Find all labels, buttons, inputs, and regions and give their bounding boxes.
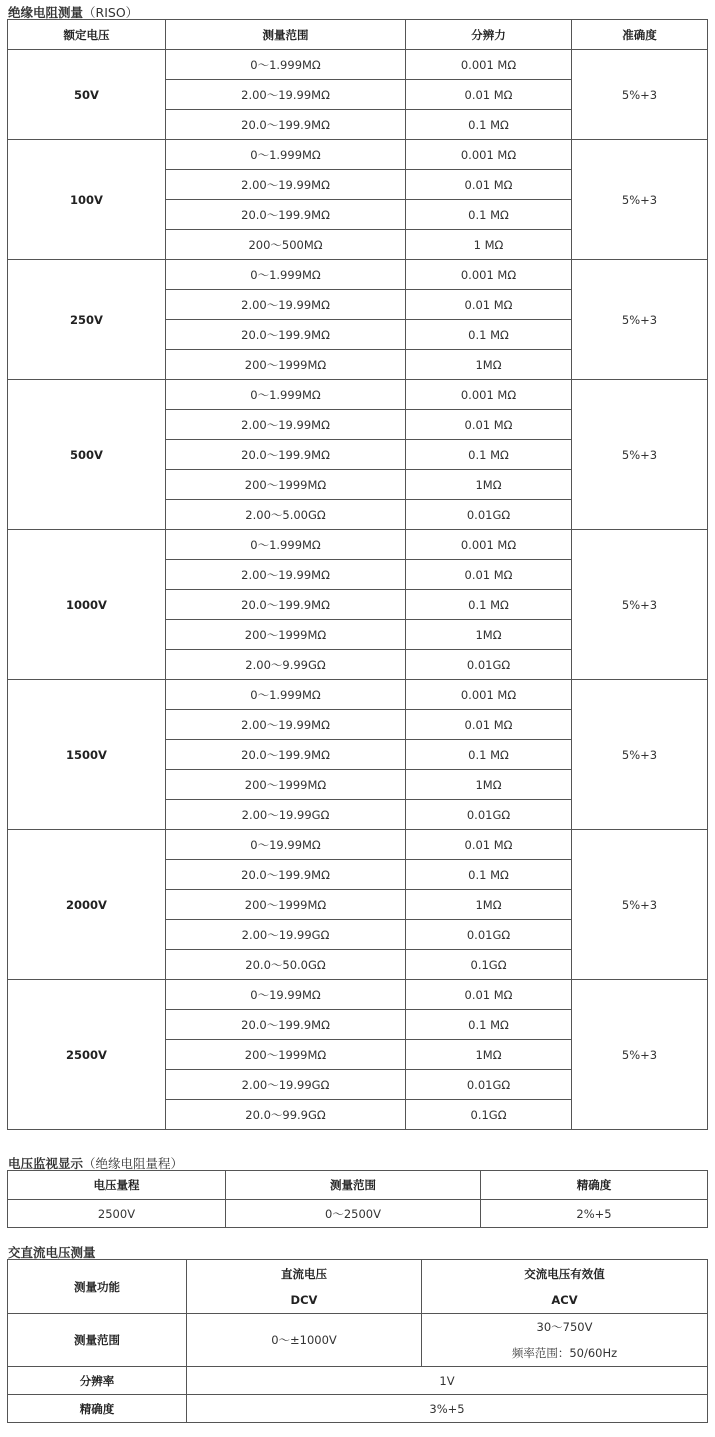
riso-header-range: 测量范围 xyxy=(166,20,406,50)
resolution-cell: 0.01 MΩ xyxy=(406,980,572,1010)
range-cell: 200～1999MΩ xyxy=(166,890,406,920)
range-cell: 2.00～9.99GΩ xyxy=(166,650,406,680)
monitor-accuracy: 2%+5 xyxy=(481,1200,708,1228)
range-cell: 0～1.999MΩ xyxy=(166,140,406,170)
range-cell: 20.0～99.9GΩ xyxy=(166,1100,406,1130)
ac-frequency-range: 频率范围：50/60Hz xyxy=(511,1346,618,1360)
acdc-accuracy-label: 精确度 xyxy=(8,1395,187,1423)
accuracy-cell: 5%+3 xyxy=(572,380,708,530)
riso-row xyxy=(8,380,708,410)
range-cell: 0～1.999MΩ xyxy=(166,380,406,410)
range-cell: 20.0～50.0GΩ xyxy=(166,950,406,980)
riso-header-voltage: 额定电压 xyxy=(8,20,166,50)
dc-header-name: 直流电压 xyxy=(281,1266,327,1281)
resolution-cell: 0.001 MΩ xyxy=(406,50,572,80)
resolution-cell: 0.01 MΩ xyxy=(406,290,572,320)
riso-row xyxy=(8,140,708,170)
range-cell: 2.00～19.99MΩ xyxy=(166,710,406,740)
resolution-cell: 0.001 MΩ xyxy=(406,680,572,710)
rated-voltage-cell: 500V xyxy=(8,380,166,530)
resolution-cell: 0.01 MΩ xyxy=(406,170,572,200)
acdc-accuracy-row xyxy=(8,1395,708,1423)
range-cell: 2.00～19.99GΩ xyxy=(166,920,406,950)
riso-header-accuracy: 准确度 xyxy=(572,20,708,50)
range-cell: 0～1.999MΩ xyxy=(166,680,406,710)
resolution-cell: 0.01 MΩ xyxy=(406,410,572,440)
resolution-cell: 0.1 MΩ xyxy=(406,440,572,470)
riso-title-paren: （RISO） xyxy=(83,5,139,20)
acdc-accuracy-value: 3%+5 xyxy=(187,1395,708,1423)
acdc-dc-range: 0～±1000V xyxy=(187,1314,422,1367)
acdc-range-label: 测量范围 xyxy=(8,1314,187,1367)
riso-row xyxy=(8,830,708,860)
resolution-cell: 1MΩ xyxy=(406,620,572,650)
acdc-title: 交直流电压测量 xyxy=(8,1245,96,1260)
riso-header-row xyxy=(8,20,708,50)
resolution-cell: 0.1 MΩ xyxy=(406,590,572,620)
resolution-cell: 1 MΩ xyxy=(406,230,572,260)
range-cell: 200～500MΩ xyxy=(166,230,406,260)
resolution-cell: 0.01GΩ xyxy=(406,800,572,830)
acdc-range-row xyxy=(8,1314,708,1367)
accuracy-cell: 5%+3 xyxy=(572,50,708,140)
accuracy-cell: 5%+3 xyxy=(572,260,708,380)
resolution-cell: 0.01 MΩ xyxy=(406,710,572,740)
riso-row xyxy=(8,680,708,710)
acdc-resolution-row xyxy=(8,1367,708,1395)
range-cell: 2.00～19.99MΩ xyxy=(166,170,406,200)
range-cell: 200～1999MΩ xyxy=(166,350,406,380)
monitor-title: 电压监视显示 xyxy=(8,1156,84,1171)
range-cell: 0～19.99MΩ xyxy=(166,830,406,860)
resolution-cell: 0.1 MΩ xyxy=(406,110,572,140)
resolution-cell: 0.001 MΩ xyxy=(406,380,572,410)
accuracy-cell: 5%+3 xyxy=(572,830,708,980)
range-cell: 20.0～199.9MΩ xyxy=(166,440,406,470)
monitor-title-paren: （绝缘电阻量程） xyxy=(83,1156,184,1171)
accuracy-cell: 5%+3 xyxy=(572,140,708,260)
resolution-cell: 0.01GΩ xyxy=(406,500,572,530)
resolution-cell: 0.1 MΩ xyxy=(406,740,572,770)
range-cell: 20.0～199.9MΩ xyxy=(166,740,406,770)
resolution-cell: 0.1GΩ xyxy=(406,1100,572,1130)
resolution-cell: 0.001 MΩ xyxy=(406,140,572,170)
ac-header-code: ACV xyxy=(551,1292,578,1307)
range-cell: 2.00～19.99MΩ xyxy=(166,560,406,590)
resolution-cell: 0.1 MΩ xyxy=(406,320,572,350)
monitor-header-accuracy: 精确度 xyxy=(481,1171,708,1200)
range-cell: 200～1999MΩ xyxy=(166,620,406,650)
acdc-resolution-value: 1V xyxy=(187,1367,708,1395)
monitor-header-range: 测量范围 xyxy=(226,1171,481,1200)
resolution-cell: 0.1 MΩ xyxy=(406,860,572,890)
range-cell: 200～1999MΩ xyxy=(166,770,406,800)
riso-header-resolution: 分辨力 xyxy=(406,20,572,50)
ac-header-name: 交流电压有效值 xyxy=(524,1266,605,1281)
resolution-cell: 1MΩ xyxy=(406,770,572,800)
resolution-cell: 0.1 MΩ xyxy=(406,200,572,230)
riso-row xyxy=(8,980,708,1010)
range-cell: 2.00～19.99GΩ xyxy=(166,800,406,830)
range-cell: 2.00～19.99MΩ xyxy=(166,80,406,110)
rated-voltage-cell: 1500V xyxy=(8,680,166,830)
ac-range-value: 30～750V xyxy=(536,1320,593,1334)
resolution-cell: 0.01 MΩ xyxy=(406,80,572,110)
range-cell: 20.0～199.9MΩ xyxy=(166,200,406,230)
range-cell: 20.0～199.9MΩ xyxy=(166,110,406,140)
dc-header-code: DCV xyxy=(290,1292,318,1307)
acdc-dc-header xyxy=(187,1260,422,1314)
acdc-header-row xyxy=(8,1260,708,1314)
monitor-range: 0～2500V xyxy=(226,1200,481,1228)
range-cell: 0～1.999MΩ xyxy=(166,260,406,290)
rated-voltage-cell: 250V xyxy=(8,260,166,380)
riso-row xyxy=(8,530,708,560)
rated-voltage-cell: 2000V xyxy=(8,830,166,980)
riso-table xyxy=(7,19,708,1130)
range-cell: 2.00～19.99MΩ xyxy=(166,410,406,440)
range-cell: 2.00～19.99GΩ xyxy=(166,1070,406,1100)
range-cell: 200～1999MΩ xyxy=(166,1040,406,1070)
range-cell: 20.0～199.9MΩ xyxy=(166,320,406,350)
resolution-cell: 1MΩ xyxy=(406,1040,572,1070)
monitor-voltage-range: 2500V xyxy=(8,1200,226,1228)
monitor-data-row xyxy=(8,1200,708,1228)
rated-voltage-cell: 100V xyxy=(8,140,166,260)
range-cell: 0～1.999MΩ xyxy=(166,50,406,80)
acdc-ac-header xyxy=(422,1260,708,1314)
resolution-cell: 0.001 MΩ xyxy=(406,530,572,560)
resolution-cell: 0.1 MΩ xyxy=(406,1010,572,1040)
range-cell: 20.0～199.9MΩ xyxy=(166,1010,406,1040)
monitor-header-row xyxy=(8,1171,708,1200)
range-cell: 20.0～199.9MΩ xyxy=(166,860,406,890)
monitor-table xyxy=(7,1170,708,1228)
resolution-cell: 1MΩ xyxy=(406,350,572,380)
range-cell: 2.00～19.99MΩ xyxy=(166,290,406,320)
rated-voltage-cell: 1000V xyxy=(8,530,166,680)
rated-voltage-cell: 50V xyxy=(8,50,166,140)
resolution-cell: 0.01GΩ xyxy=(406,920,572,950)
acdc-ac-range xyxy=(422,1314,708,1367)
resolution-cell: 0.01GΩ xyxy=(406,650,572,680)
range-cell: 2.00～5.00GΩ xyxy=(166,500,406,530)
riso-row xyxy=(8,260,708,290)
riso-title: 绝缘电阻测量 xyxy=(8,5,84,20)
range-cell: 20.0～199.9MΩ xyxy=(166,590,406,620)
monitor-header-voltage-range: 电压量程 xyxy=(8,1171,226,1200)
range-cell: 0～1.999MΩ xyxy=(166,530,406,560)
resolution-cell: 0.01 MΩ xyxy=(406,560,572,590)
acdc-function-label: 测量功能 xyxy=(8,1260,187,1314)
range-cell: 0～19.99MΩ xyxy=(166,980,406,1010)
resolution-cell: 0.1GΩ xyxy=(406,950,572,980)
riso-row xyxy=(8,50,708,80)
accuracy-cell: 5%+3 xyxy=(572,680,708,830)
acdc-resolution-label: 分辨率 xyxy=(8,1367,187,1395)
rated-voltage-cell: 2500V xyxy=(8,980,166,1130)
resolution-cell: 1MΩ xyxy=(406,890,572,920)
accuracy-cell: 5%+3 xyxy=(572,980,708,1130)
resolution-cell: 0.01GΩ xyxy=(406,1070,572,1100)
accuracy-cell: 5%+3 xyxy=(572,530,708,680)
acdc-table xyxy=(7,1259,708,1423)
resolution-cell: 0.01 MΩ xyxy=(406,830,572,860)
resolution-cell: 1MΩ xyxy=(406,470,572,500)
range-cell: 200～1999MΩ xyxy=(166,470,406,500)
resolution-cell: 0.001 MΩ xyxy=(406,260,572,290)
